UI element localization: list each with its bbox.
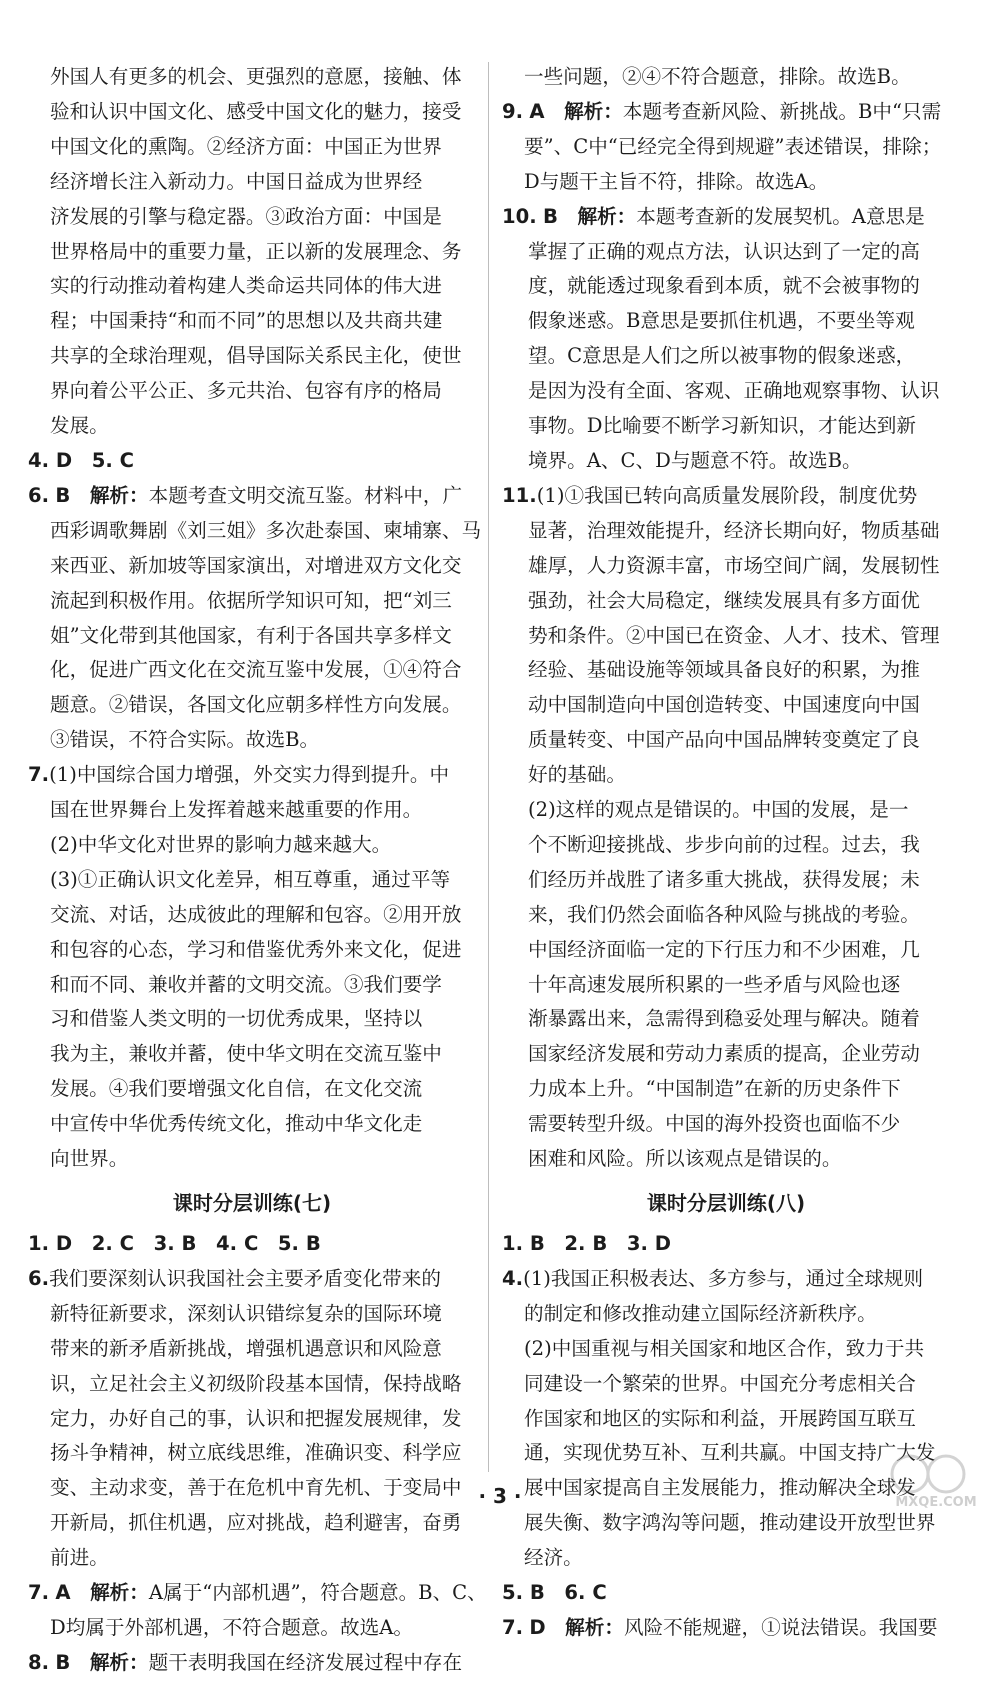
question-answer: B <box>542 204 578 228</box>
text-line: 验和认识中国文化、感受中国文化的魅力，接受 <box>50 99 462 123</box>
text-line: 流起到积极作用。依据所学知识可知，把“刘三 <box>50 588 452 612</box>
question-number: 9. <box>502 99 524 123</box>
text-line: 一些问题，②④不符合题意，排除。故选B。 <box>524 65 911 88</box>
text-line: 识，立足社会主义初级阶段基本国情，保持战略 <box>50 1371 462 1395</box>
question-answer: B <box>55 483 90 507</box>
text-line: 济发展的引擎与稳定器。③政治方面：中国是 <box>50 204 442 228</box>
question-first-line <box>28 758 476 793</box>
text-line: 本题考查新风险、新挑战。B中“只需 <box>622 99 942 123</box>
answer-key: 1. D 2. C 3. B 4. C 5. B <box>28 1232 321 1255</box>
question-first-line <box>502 1262 950 1297</box>
text-line: 雄厚，人力资源丰富，市场空间广阔，发展韧性 <box>528 553 940 577</box>
analysis-label: 解析： <box>565 1615 624 1639</box>
answers-s8-5-6 <box>502 1576 950 1611</box>
s7-question-8 <box>28 1646 476 1681</box>
s7-question-6 <box>28 1262 476 1576</box>
text-line: 扬斗争精神，树立底线思维，准确识变、科学应 <box>50 1441 462 1465</box>
question-number: 10. <box>502 204 537 228</box>
text-line: (2)中华文化对世界的影响力越来越大。 <box>50 832 392 856</box>
text-line: (1)我国正积极表达、多方参与，通过全球规则 <box>523 1266 924 1290</box>
text-line: 中国经济面临一定的下行压力和不少困难，几 <box>528 937 920 961</box>
text-line: 和而不同、兼收并蓄的文明交流。③我们要学 <box>50 972 442 996</box>
text-line: 世界格局中的重要力量，正以新的发展理念、务 <box>50 239 462 263</box>
question-first-line <box>28 1262 476 1297</box>
text-line: 经验、基础设施等领域具备良好的积累，为推 <box>528 658 920 682</box>
answers-s8-1-3 <box>502 1227 950 1262</box>
text-line: 展失衡、数字鸿沟等问题，推动建设开放型世界 <box>524 1511 936 1535</box>
text-line: 强劲，社会大局稳定，继续发展具有多方面优 <box>528 588 920 612</box>
question-first-line <box>28 479 476 514</box>
text-line: 外国人有更多的机会、更强烈的意愿，接触、体 <box>50 65 462 88</box>
text-line: 是因为没有全面、客观、正确地观察事物、认识 <box>528 379 940 403</box>
analysis-label: 解析： <box>90 1581 149 1605</box>
question-first-line <box>502 200 950 235</box>
text-line: 本题考查文明交流互鉴。材料中，广 <box>148 483 463 507</box>
answer-key: 1. B 2. B 3. D <box>502 1232 672 1255</box>
text-line: (2)中国重视与相关国家和地区合作，致力于共 <box>524 1336 925 1360</box>
text-line: 望。C意思是人们之所以被事物的假象迷惑， <box>528 344 916 368</box>
text-line: 个不断迎接挑战、步步向前的过程。过去，我 <box>528 832 920 856</box>
question-first-line <box>28 1646 476 1681</box>
text-line: 经济。 <box>524 1546 583 1570</box>
text-line: 困难和风险。所以该观点是错误的。 <box>528 1147 842 1171</box>
question-6 <box>28 479 482 758</box>
question-number: 7. <box>28 763 50 787</box>
text-line: 姐”文化带到其他国家，有利于各国共享多样文 <box>50 623 452 647</box>
question-answer: A <box>529 99 565 123</box>
text-line: 作国家和地区的实际和利益，开展跨国互联互 <box>524 1406 916 1430</box>
text-line: 开新局，抓住机遇，应对挑战，趋利避害，奋勇 <box>50 1511 462 1535</box>
text-line: 发展。 <box>50 414 109 438</box>
section-title-7: 课时分层训练(七) <box>172 1191 332 1215</box>
text-line: 定力，办好自己的事，认识和把握发展规律，发 <box>50 1406 462 1430</box>
question-number: 6. <box>28 483 50 507</box>
text-line: 风险不能规避，①说法错误。我国要 <box>623 1615 938 1639</box>
text-line: 需要转型升级。中国的海外投资也面临不少 <box>528 1112 901 1136</box>
s8-question-4 <box>502 1262 950 1576</box>
analysis-label: 解析： <box>89 1650 149 1674</box>
question-number: 7. <box>28 1581 50 1605</box>
text-line: 们经历并战胜了诸多重大挑战，获得发展；未 <box>528 867 920 891</box>
text-line: 题意。②错误，各国文化应朝多样性方向发展。 <box>50 693 462 717</box>
text-line: (1)①我国已转向高质量发展阶段，制度优势 <box>536 483 918 507</box>
text-line: 中国文化的熏陶。②经济方面：中国正为世界 <box>50 134 442 158</box>
text-line: D与题干主旨不符，排除。故选A。 <box>524 169 829 193</box>
question-number: 4. <box>502 1266 524 1290</box>
text-line: 新特征新要求，深刻认识错综复杂的国际环境 <box>50 1301 442 1325</box>
text-line: 交流、对话，达成彼此的理解和包容。②用开放 <box>50 902 462 926</box>
text-line: 前进。 <box>50 1546 109 1570</box>
text-line: 来西亚、新加坡等国家演出，对增进双方文化交 <box>50 553 462 577</box>
s7-question-7 <box>28 1576 487 1646</box>
page-number: · 3 · <box>478 1484 522 1508</box>
text-line: 和包容的心态，学习和借鉴优秀外来文化，促进 <box>50 937 462 961</box>
text-line: 习和借鉴人类文明的一切优秀成果，坚持以 <box>50 1007 423 1031</box>
text-line: 变、主动求变，善于在危机中育先机、于变局中 <box>50 1476 462 1500</box>
text-line: (2)这样的观点是错误的。中国的发展，是一 <box>528 798 909 822</box>
question-10 <box>502 200 950 479</box>
answers-s7-1-5 <box>28 1227 476 1262</box>
text-line: 动中国制造向中国创造转变、中国速度向中国 <box>528 693 920 717</box>
text-line: 假象迷惑。B意思是要抓住机遇，不要坐等观 <box>528 309 915 333</box>
text-line: A属于“内部机遇”，符合题意。B、C、 <box>148 1581 487 1605</box>
answer-key: 5. B 6. C <box>502 1581 607 1605</box>
question-11 <box>502 479 950 1177</box>
text-line: 展中国家提高自主发展能力，推动解决全球发 <box>524 1476 916 1500</box>
text-line: 十年高速发展所积累的一些矛盾与风险也逐 <box>528 972 901 996</box>
question-first-line <box>502 1611 950 1646</box>
text-line: 国在世界舞台上发挥着越来越重要的作用。 <box>50 798 423 822</box>
watermark-text: MXQE.COM <box>895 1495 977 1510</box>
analysis-label: 解析： <box>564 99 623 123</box>
text-line: 本题考查新的发展契机。A意思是 <box>636 204 925 228</box>
text-line: (3)①正确认识文化差异，相互尊重，通过平等 <box>50 867 451 891</box>
question-number: 7. <box>502 1615 524 1639</box>
text-line: 质量转变、中国产品向中国品牌转变奠定了良 <box>528 728 920 752</box>
text-line: 向世界。 <box>50 1147 129 1171</box>
question-number: 11. <box>502 483 537 507</box>
text-line: 境界。A、C、D与题意不符。故选B。 <box>528 448 862 472</box>
question-9 <box>502 95 950 200</box>
text-line: 力成本上升。“中国制造”在新的历史条件下 <box>528 1077 901 1101</box>
text-line: 渐暴露出来，急需得到稳妥处理与解决。随着 <box>528 1007 920 1031</box>
question-number: 6. <box>28 1266 50 1290</box>
text-line: 好的基础。 <box>528 763 626 787</box>
text-line: 我为主，兼收并蓄，使中华文明在交流互鉴中 <box>50 1042 442 1066</box>
question-first-line <box>502 95 950 130</box>
text-line: 掌握了正确的观点方法，认识达到了一定的高 <box>528 239 920 263</box>
column-divider <box>488 62 489 1472</box>
s8-question-7 <box>502 1611 950 1646</box>
text-line: 共享的全球治理观，倡导国际关系民主化，使世 <box>50 344 462 368</box>
question-answer: D <box>529 1615 566 1639</box>
text-line: 通，实现优势互补、互利共赢。中国支持广大发 <box>524 1441 936 1465</box>
text-line: 带来的新矛盾新挑战，增强机遇意识和风险意 <box>50 1336 442 1360</box>
answer-key: 4. D 5. C <box>28 448 135 472</box>
watermark-logo <box>880 1452 992 1512</box>
text-line: D均属于外部机遇，不符合题意。故选A。 <box>50 1615 413 1639</box>
text-line: 的制定和修改推动建立国际经济新秩序。 <box>524 1301 877 1325</box>
text-line: 势和条件。②中国已在资金、人才、技术、管理 <box>528 623 940 647</box>
question-number: 8. <box>28 1650 50 1674</box>
text-line: 来，我们仍然会面临各种风险与挑战的考验。 <box>528 902 920 926</box>
text-line: 度，就能透过现象看到本质，就不会被事物的 <box>528 274 920 298</box>
right-top-paragraph <box>502 60 950 95</box>
text-line: 我们要深刻认识我国社会主要矛盾变化带来的 <box>49 1266 441 1290</box>
right-column <box>502 60 950 1646</box>
text-line: 同建设一个繁荣的世界。中国充分考虑相关合 <box>524 1371 916 1395</box>
section-title-8: 课时分层训练(八) <box>646 1191 806 1215</box>
text-line: 化，促进广西文化在交流互鉴中发展，①④符合 <box>50 658 462 682</box>
text-line: 国家经济发展和劳动力素质的提高，企业劳动 <box>528 1042 920 1066</box>
text-line: 事物。D比喻要不断学习新知识，才能达到新 <box>528 414 916 438</box>
text-line: 中宣传中华优秀传统文化，推动中华文化走 <box>50 1112 423 1136</box>
text-line: 经济增长注入新动力。中国日益成为世界经 <box>50 169 423 193</box>
question-first-line <box>502 479 950 514</box>
question-7 <box>28 758 476 1177</box>
text-line: 要”、C中“已经完全得到规避”表述错误，排除； <box>524 134 942 158</box>
text-line: 实的行动推动着构建人类命运共同体的伟大进 <box>50 274 442 298</box>
left-column <box>28 60 487 1681</box>
question-first-line <box>28 1576 487 1611</box>
text-line: ③错误，不符合实际。故选B。 <box>50 728 320 752</box>
analysis-label: 解析： <box>577 204 637 228</box>
text-line: 发展。④我们要增强文化自信，在文化交流 <box>50 1077 423 1101</box>
text-line: 西彩调歌舞剧《刘三姐》多次赴泰国、柬埔寨、马 <box>50 518 482 542</box>
text-line: 界向着公平公正、多元共治、包容有序的格局 <box>50 379 442 403</box>
question-answer: B <box>55 1650 90 1674</box>
text-line: 题干表明我国在经济发展过程中存在 <box>148 1650 463 1674</box>
answers-4-5 <box>28 444 476 479</box>
text-line: 显著，治理效能提升，经济长期向好，物质基础 <box>528 518 940 542</box>
left-top-paragraph <box>28 60 476 444</box>
text-line: (1)中国综合国力增强，外交实力得到提升。中 <box>49 763 450 787</box>
analysis-label: 解析： <box>89 483 149 507</box>
text-line: 程；中国秉持“和而不同”的思想以及共商共建 <box>50 309 443 333</box>
question-answer: A <box>55 1581 91 1605</box>
